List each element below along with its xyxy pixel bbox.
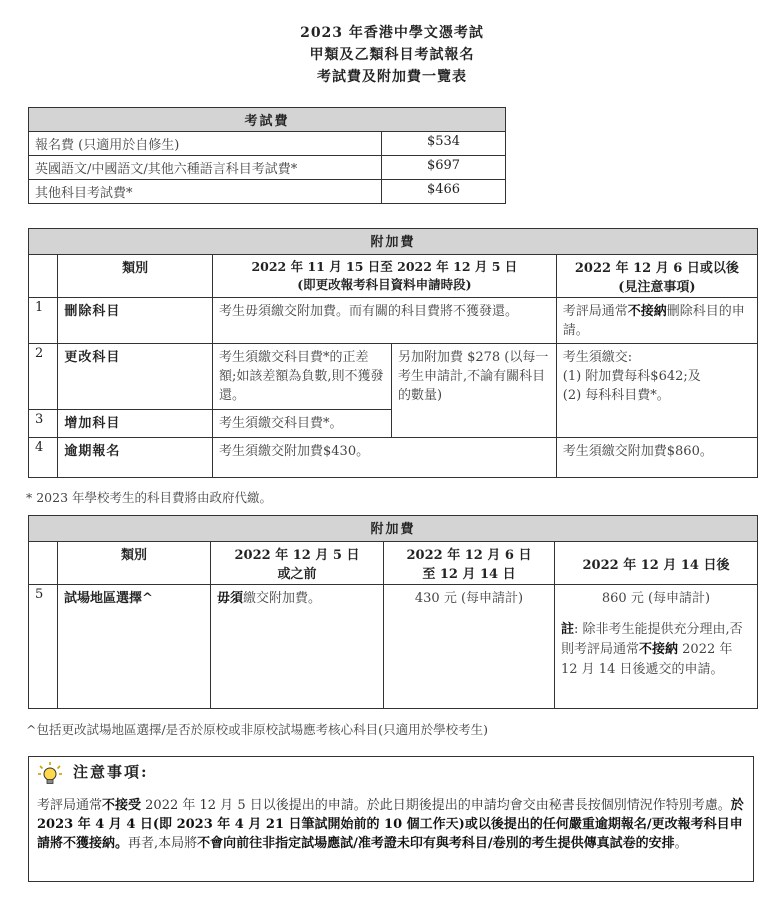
- fee-table-heading: 考試費: [29, 108, 506, 132]
- row5-c3-price: 860 元 (每申請計): [601, 591, 711, 606]
- row5-c1-a: 毋須: [217, 591, 244, 606]
- col-deadline2: [384, 542, 555, 585]
- row4-period1: 考生須繳交附加費$430。: [213, 438, 557, 478]
- fee-value: $697: [382, 156, 506, 180]
- notice-s5: 再者,本局將: [128, 835, 198, 851]
- table-row: [29, 156, 506, 180]
- row2-p2-line3: (2) 每科科目費*。: [562, 388, 670, 403]
- notice-title: 注意事項:: [73, 763, 149, 781]
- row-number: 3: [29, 410, 58, 438]
- notice-box: [28, 756, 754, 882]
- row-name: 逾期報名: [58, 438, 213, 478]
- notice-s7: 。: [674, 835, 688, 851]
- row1-period1: 考生毋須繳交附加費。而有關的科目費將不獲發還。: [213, 298, 557, 344]
- table-row: [29, 132, 506, 156]
- table-row: [29, 344, 758, 410]
- row-name: 試場地區選擇^: [58, 585, 211, 709]
- table-row: [29, 298, 758, 344]
- table-row: [29, 180, 506, 204]
- notice-body: [37, 797, 745, 854]
- col-deadline1-b: 或之前: [277, 567, 317, 582]
- surcharge1-heading: 附加費: [29, 229, 758, 255]
- col-category: 類別: [58, 255, 213, 298]
- row1-p2-c: 刪除科目的申請。: [562, 304, 745, 338]
- notice-s6: 不會向前往非指定試場應試/准考證未印有與考科目/卷別的考生提供傳真試卷的安排: [197, 835, 675, 851]
- fee-value: $534: [382, 132, 506, 156]
- fee-value: $466: [382, 180, 506, 204]
- col-period1: [213, 255, 557, 298]
- col-deadline3: 2022 年 12 月 14 日後: [555, 542, 758, 585]
- col-period1-desc: (即更改報考科目資料申請時段): [297, 277, 472, 292]
- row5-col3: [555, 585, 758, 709]
- col-deadline2-a: 2022 年 12 月 6 日: [406, 548, 532, 563]
- table-row: [29, 438, 758, 478]
- row4-period2: 考生須繳交附加費$860。: [556, 438, 757, 478]
- col-period2-dates: 2022 年 12 月 6 日或以後: [574, 261, 739, 276]
- row-name: 增加科目: [58, 410, 213, 438]
- row5-note-a: 註: [561, 622, 575, 637]
- row2-period2: [556, 344, 757, 438]
- doc-title-line3: 考試費及附加費一覽表: [317, 69, 467, 85]
- col-category: 類別: [58, 542, 211, 585]
- col-deadline2-b: 至 12 月 14 日: [422, 567, 516, 582]
- row5-note-b: : 除非考生能提供充分理由,否則考評局通常: [561, 622, 743, 658]
- row5-col2: 430 元 (每申請計): [384, 585, 555, 709]
- row-number: 1: [29, 298, 58, 344]
- notice-s1: 考評局通常: [37, 798, 103, 813]
- row3-period1: 考生須繳交科目費*。: [213, 410, 392, 438]
- col-deadline1-a: 2022 年 12 月 5 日: [234, 548, 360, 563]
- row-name: 刪除科目: [58, 298, 213, 344]
- table-row: [29, 585, 758, 709]
- row1-p2-b: 不接納: [627, 304, 667, 319]
- surcharge-table-2: [28, 515, 758, 709]
- notice-s3: 2022 年 12 月 5 日以後提出的申請。於此日期後提出的申請均會交由秘書長按個別情況作特別考慮。: [141, 798, 731, 813]
- surcharge2-heading: 附加費: [29, 516, 758, 542]
- row-name: 更改科目: [58, 344, 213, 410]
- row2-period1b: 另加附加費 $278 (以每一考生申請計,不論有關科目的數量): [391, 344, 556, 438]
- notice-s4: 於 2023 年 4 月 4 日(即 2023 年 4 月 21 日筆試開始前的 10 個工作天)或以後提出的任何嚴重逾期報名/更改報考科目申請將不獲接納。: [37, 798, 744, 851]
- row5-note-d: 2022 年 12 月 14 日後遞交的申請。: [561, 642, 733, 678]
- fee-label: 報名費 (只適用於自修生): [29, 132, 382, 156]
- row-number: 4: [29, 438, 58, 478]
- row5-note-c: 不接納: [639, 642, 679, 658]
- col-period2-desc: (見注意事項): [618, 280, 696, 295]
- footnote-subject-fee: * 2023 年學校考生的科目費將由政府代繳。: [26, 490, 273, 505]
- col-period2: [556, 255, 757, 298]
- row-number: 5: [29, 585, 58, 709]
- row5-c3-note: [561, 620, 751, 680]
- surcharge-table-1: [28, 228, 758, 478]
- row2-p2-line2: (1) 附加費每科$642;及: [562, 369, 701, 384]
- footnote-venue: ^包括更改試場地區選擇/是否於原校或非原校試場應考核心科目(只適用於學校考生): [26, 722, 488, 737]
- row5-c1-b: 繳交附加費。: [243, 591, 322, 606]
- notice-s2: 不接受: [102, 798, 142, 813]
- row1-period2: [556, 298, 757, 344]
- row5-col1: [211, 585, 384, 709]
- lightbulb-icon: [37, 761, 63, 787]
- fee-label: 英國語文/中國語文/其他六種語言科目考試費*: [29, 156, 382, 180]
- row1-p2-a: 考評局通常: [562, 304, 628, 319]
- col-deadline1: [211, 542, 384, 585]
- doc-title-line2: 甲類及乙類科目考試報名: [309, 47, 475, 63]
- doc-title-line1: 2023 年香港中學文憑考試: [300, 25, 484, 41]
- row2-period1a: 考生須繳交科目費*的正差額;如該差額為負數,則不獲發還。: [213, 344, 392, 410]
- col-period1-dates: 2022 年 11 月 15 日至 2022 年 12 月 5 日: [251, 259, 518, 274]
- row2-p2-line1: 考生須繳交:: [562, 350, 633, 365]
- exam-fee-table: [28, 107, 506, 204]
- row-number: 2: [29, 344, 58, 410]
- fee-label: 其他科目考試費*: [29, 180, 382, 204]
